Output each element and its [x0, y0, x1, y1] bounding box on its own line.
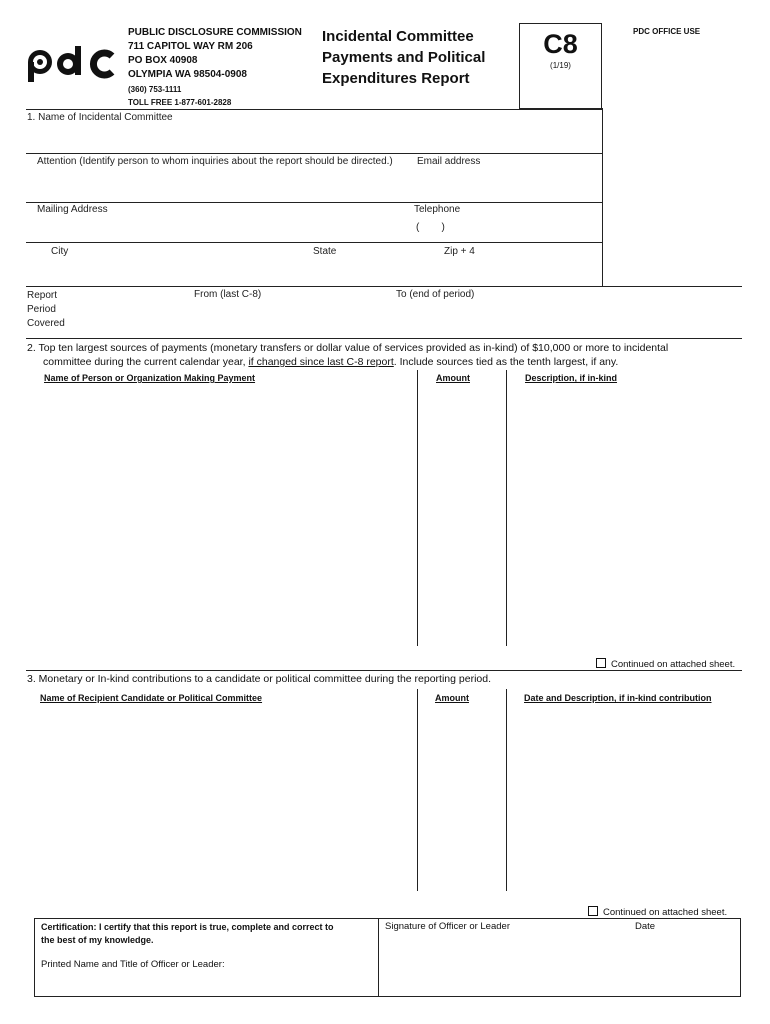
form-code-box	[519, 23, 602, 109]
certification-statement-2: the best of my knowledge.	[41, 935, 154, 945]
state-label: State	[313, 246, 337, 257]
certification-divider	[378, 918, 379, 997]
city-field[interactable]	[51, 262, 301, 278]
date-label: Date	[635, 921, 656, 932]
contrib-col-desc-header: Date and Description, if in-kind contribution	[524, 693, 712, 703]
payments-col-name-header: Name of Person or Organization Making Payment	[44, 373, 256, 383]
from-label: From (last C-8)	[194, 289, 262, 300]
section2-continued-checkbox[interactable]	[596, 658, 606, 668]
contrib-col-name-header: Name of Recipient Candidate or Political Committee	[40, 693, 263, 703]
signature-field[interactable]	[385, 945, 615, 985]
committee-name-label: 1. Name of Incidental Committee	[27, 112, 173, 123]
mailing-address-label: Mailing Address	[37, 204, 108, 215]
section3-top-rule	[26, 670, 742, 671]
section2-intro-b: committee during the current calendar year,	[43, 356, 249, 368]
payments-col-desc-header: Description, if in-kind	[525, 373, 618, 383]
certification-statement-1: Certification: I certify that this report is true, complete and correct to	[41, 922, 334, 932]
form-title-line-2: Payments and Political	[322, 49, 486, 66]
form-code: C8	[543, 29, 578, 59]
pdc-logo-icon	[22, 40, 118, 84]
period-label: Period	[27, 304, 56, 315]
printed-name-label: Printed Name and Title of Officer or Leader:	[41, 959, 225, 970]
period-to-field[interactable]	[396, 305, 596, 321]
mailing-address-field[interactable]	[37, 222, 397, 238]
agency-address-3: OLYMPIA WA 98504-0908	[128, 69, 247, 80]
contrib-name-area[interactable]	[40, 710, 412, 886]
zip-field[interactable]	[444, 262, 594, 278]
payments-desc-area[interactable]	[512, 390, 740, 640]
payments-divider-1	[417, 370, 418, 646]
to-label: To (end of period)	[396, 289, 475, 300]
zip-label: Zip + 4	[444, 246, 475, 257]
period-from-field[interactable]	[194, 305, 374, 321]
city-rule	[26, 242, 602, 243]
mailing-rule	[26, 202, 602, 203]
telephone-field[interactable]	[440, 222, 590, 238]
contrib-divider-2	[506, 689, 507, 891]
form-title-line-3: Expenditures Report	[322, 70, 470, 87]
contrib-desc-area[interactable]	[512, 710, 740, 886]
payments-divider-2	[506, 370, 507, 646]
section2-top-rule	[26, 338, 742, 339]
section2-continued-label: Continued on attached sheet.	[611, 659, 736, 670]
contrib-amount-area[interactable]	[422, 710, 502, 886]
city-label: City	[51, 246, 69, 257]
report-label: Report	[27, 290, 58, 301]
attention-rule	[26, 153, 602, 154]
office-use-divider	[602, 108, 603, 286]
contrib-divider-1	[417, 689, 418, 891]
form-title-line-1: Incidental Committee	[322, 28, 474, 45]
payments-col-amount-header: Amount	[436, 373, 470, 383]
section2-intro-c: . Include sources tied as the tenth largest, if any.	[393, 356, 619, 368]
covered-label: Covered	[27, 318, 65, 329]
attention-label: Attention (Identify person to whom inquiries about the report should be directed.)	[37, 156, 393, 167]
payments-amount-area[interactable]	[422, 390, 502, 640]
agency-name: PUBLIC DISCLOSURE COMMISSION	[128, 27, 302, 38]
section1-top-rule	[26, 109, 602, 110]
section3-continued-checkbox[interactable]	[588, 906, 598, 916]
office-use-label: PDC OFFICE USE	[633, 27, 701, 36]
agency-address-2: PO BOX 40908	[128, 55, 198, 66]
email-label: Email address	[417, 156, 481, 167]
section2-intro-line1: 2. Top ten largest sources of payments (monetary transfers or dollar value of services provided as in-kind) of $10,000 or more to incidental	[27, 342, 669, 354]
section2-intro-underlined: if changed since last C-8 report	[248, 356, 394, 368]
telephone-parens: ( )	[416, 222, 445, 233]
pdc-logo	[22, 40, 118, 84]
agency-address-1: 711 CAPITOL WAY RM 206	[128, 41, 253, 52]
committee-name-field[interactable]	[30, 130, 590, 148]
form-version: (1/19)	[550, 61, 571, 70]
section3-continued-label: Continued on attached sheet.	[603, 907, 728, 918]
printed-name-field[interactable]	[41, 974, 371, 990]
report-period-rule	[26, 286, 742, 287]
section3-continued	[588, 906, 727, 918]
state-field[interactable]	[313, 262, 433, 278]
payments-name-area[interactable]	[44, 390, 412, 640]
section2-intro-line2	[27, 355, 742, 369]
attention-field[interactable]	[37, 174, 397, 192]
agency-phone: (360) 753-1111	[128, 85, 182, 94]
section2-continued	[596, 658, 735, 670]
signature-label: Signature of Officer or Leader	[385, 921, 510, 932]
section3-intro: 3. Monetary or In-kind contributions to a candidate or political committee during the reporting period.	[27, 673, 491, 685]
email-field[interactable]	[417, 174, 597, 192]
contrib-col-amount-header: Amount	[435, 693, 469, 703]
date-field[interactable]	[625, 945, 735, 985]
telephone-label: Telephone	[414, 204, 461, 215]
agency-tollfree: TOLL FREE 1-877-601-2828	[128, 98, 232, 107]
